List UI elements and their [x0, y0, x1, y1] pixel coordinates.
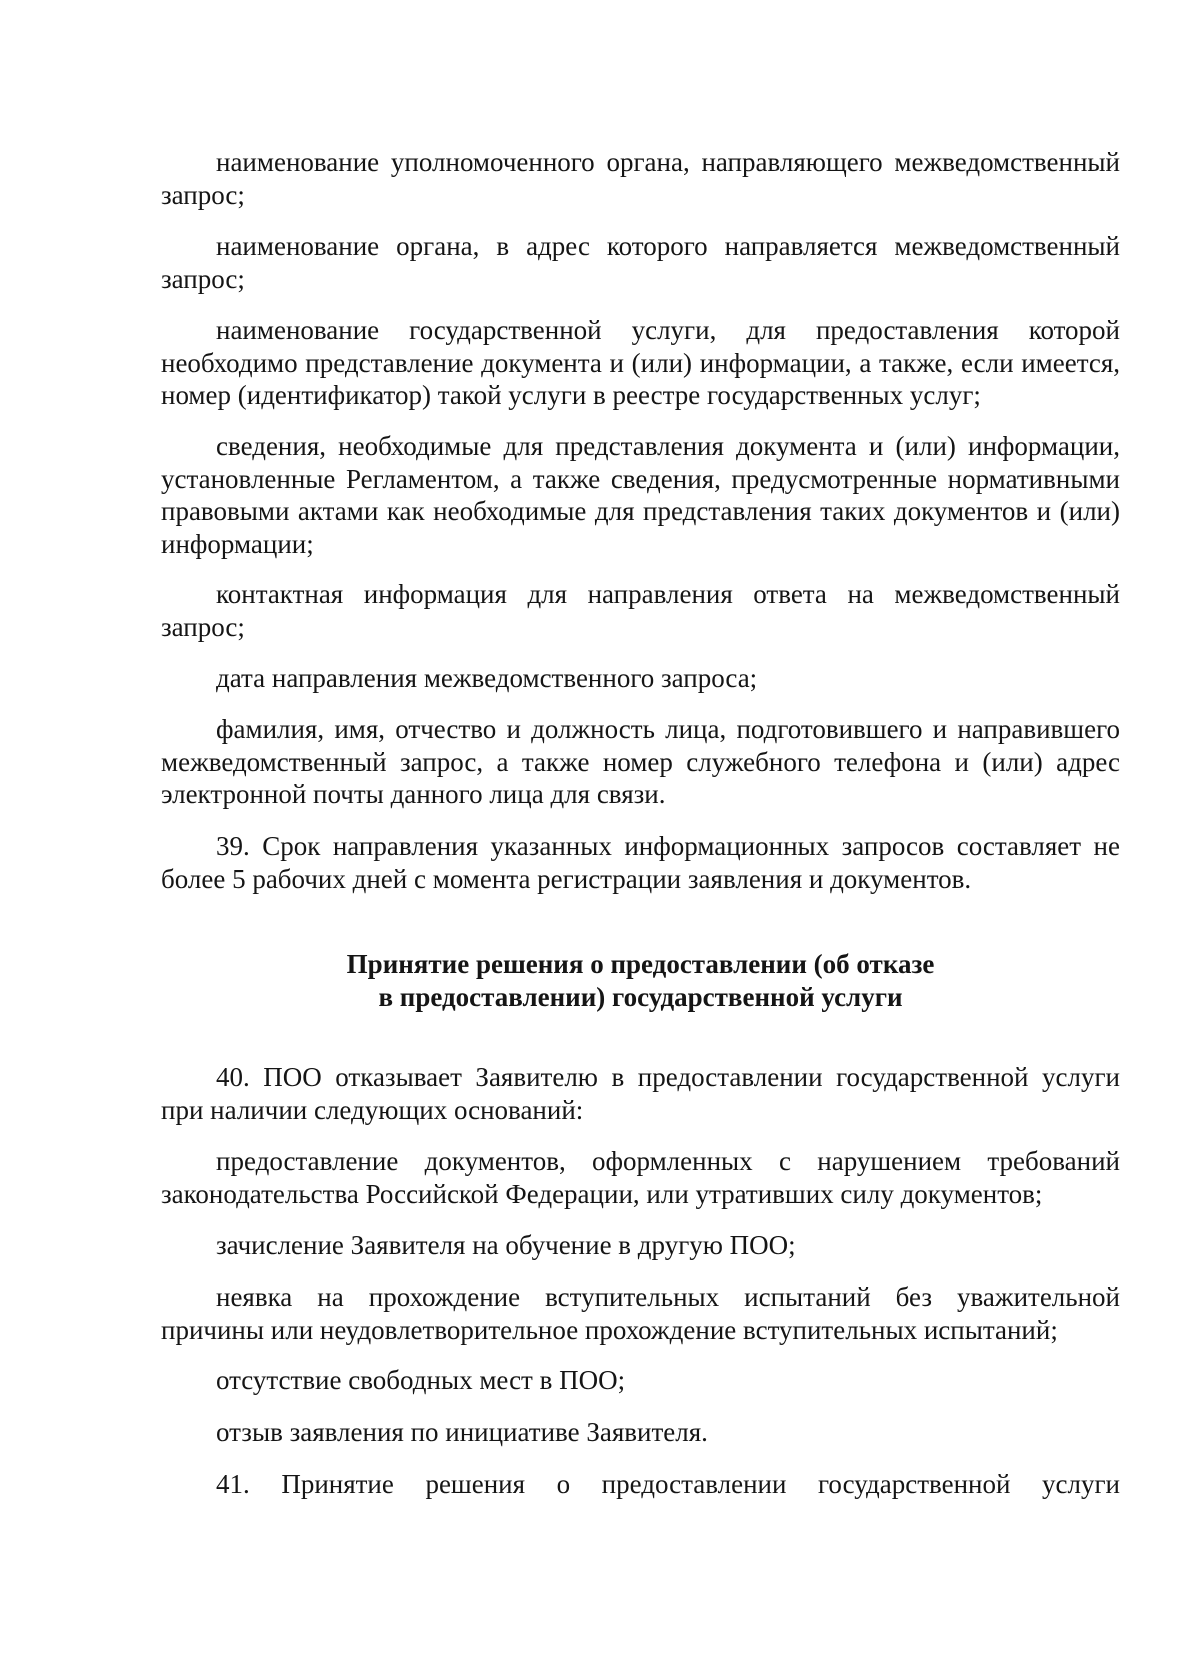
body-text-lower: [161, 1364, 1120, 1397]
paragraph-item-41: 41. Принятие решения о предоставлении государственной услуги: [216, 1469, 1120, 1499]
paragraph: наименование уполномоченного органа, направляющего межведомственный запрос;: [161, 147, 1120, 210]
body-text-upper: [161, 230, 1120, 295]
body-text-upper: [161, 430, 1120, 560]
body-text-lower: [161, 1416, 1120, 1449]
body-text-lower: [161, 1145, 1120, 1210]
paragraph-item-40: 40. ПОО отказывает Заявителю в предоставлении государственной услуги при наличии следующих оснований:: [161, 1062, 1120, 1125]
body-text-lower: [161, 1229, 1120, 1262]
body-text-upper: [161, 314, 1120, 412]
body-text-lower: [161, 1061, 1120, 1126]
body-text-upper: [161, 713, 1120, 811]
paragraph: отзыв заявления по инициативе Заявителя.: [216, 1417, 708, 1447]
section-heading-line-2: в предоставлении) государственной услуги: [378, 981, 903, 1012]
paragraph: контактная информация для направления ответа на межведомственный запрос;: [161, 579, 1120, 642]
section-heading: [161, 948, 1120, 1013]
paragraph: сведения, необходимые для представления документа и (или) информации, установленные Регламентом, а также сведения, предусмотренные нормативными правовыми актами как необходимые для представления таких документов и (или) информации;: [161, 431, 1120, 559]
body-text-lower: [161, 1468, 1120, 1501]
body-text-lower: [161, 1281, 1120, 1346]
section-heading-line-1: Принятие решения о предоставлении (об отказе: [346, 949, 935, 979]
body-text-upper: [161, 578, 1120, 643]
body-text-upper: [161, 830, 1120, 895]
paragraph: наименование государственной услуги, для предоставления которой необходимо представление документа и (или) информации, а также, если имеется, номер (идентификатор) такой услуги в реестре государственных услуг;: [161, 315, 1120, 410]
paragraph: отсутствие свободных мест в ПОО;: [216, 1365, 626, 1395]
paragraph: фамилия, имя, отчество и должность лица, подготовившего и направившего межведомственный запрос, а также номер служебного телефона и (или) адрес электронной почты данного лица для связи.: [161, 714, 1120, 809]
paragraph: предоставление документов, оформленных с нарушением требований законодательства Российской Федерации, или утративших силу документов;: [161, 1146, 1120, 1209]
paragraph-item-39: 39. Срок направления указанных информационных запросов составляет не более 5 рабочих дней с момента регистрации заявления и документов.: [161, 831, 1120, 894]
paragraph: неявка на прохождение вступительных испытаний без уважительной причины или неудовлетворительное прохождение вступительных испытаний;: [161, 1282, 1120, 1345]
paragraph: дата направления межведомственного запроса;: [216, 663, 758, 693]
body-text-upper: [161, 146, 1120, 211]
paragraph: наименование органа, в адрес которого направляется межведомственный запрос;: [161, 231, 1120, 294]
body-text-upper: [161, 662, 1120, 695]
paragraph: зачисление Заявителя на обучение в другую ПОО;: [216, 1230, 796, 1260]
